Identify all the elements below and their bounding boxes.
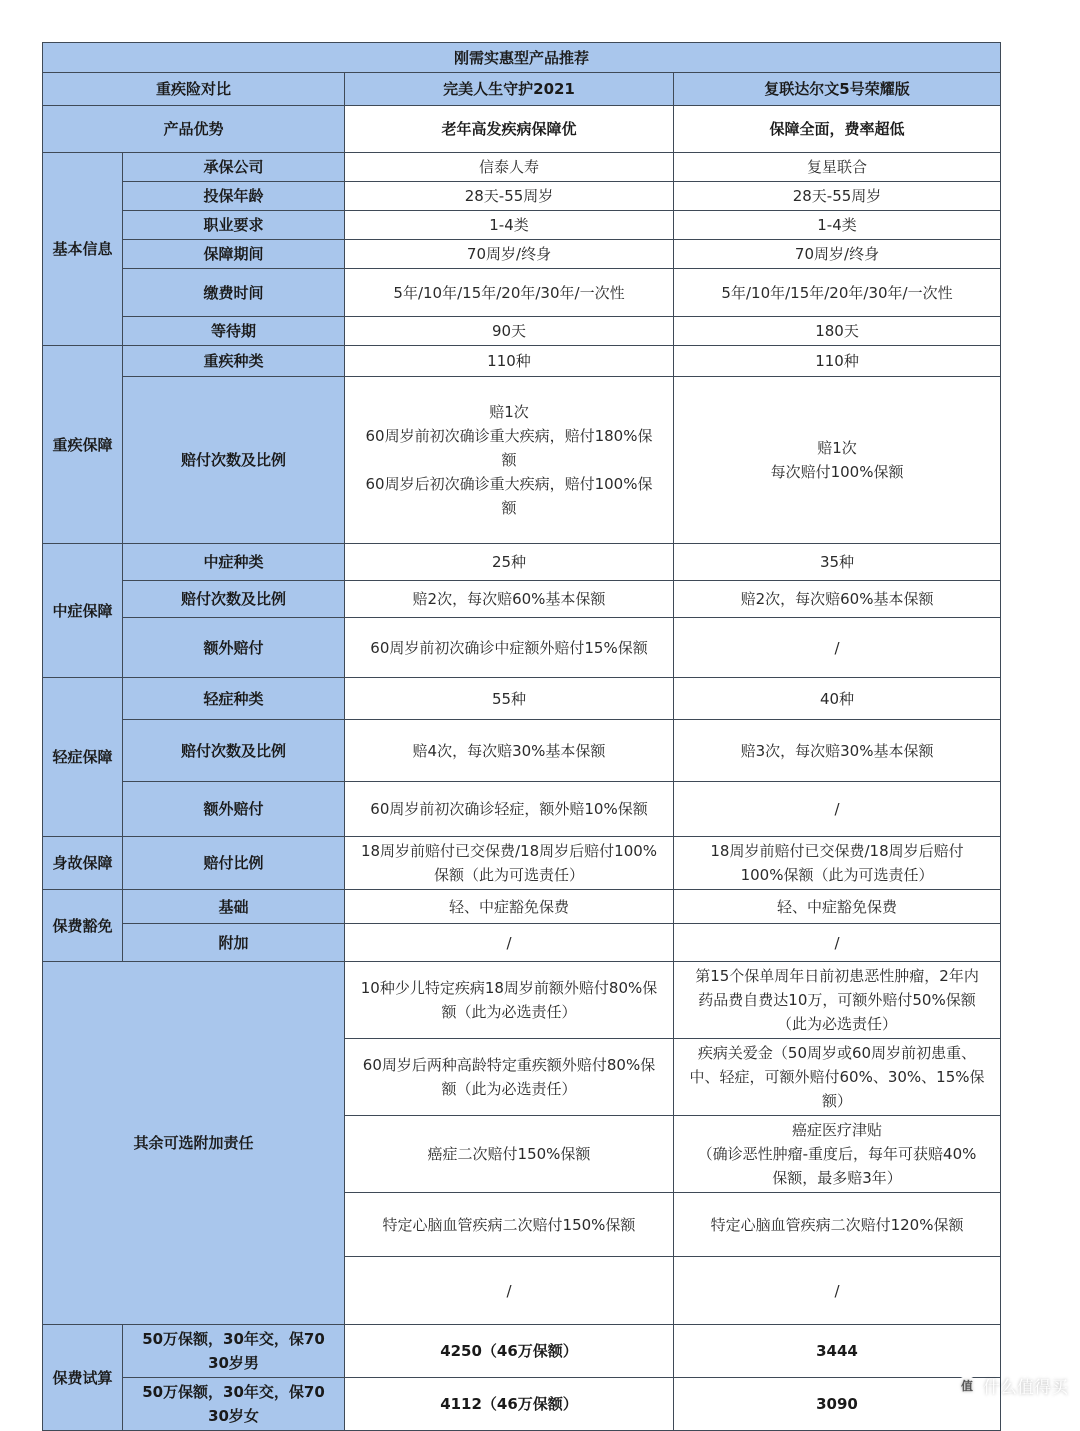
cell-a: 5年/10年/15年/20年/30年/一次性: [345, 269, 674, 317]
cell-b: 40种: [674, 678, 1001, 720]
cell-a: 28天-55周岁: [345, 182, 674, 211]
cell-b: /: [674, 924, 1001, 962]
row-label: [123, 1378, 345, 1431]
cell-b: 赔3次，每次赔30%基本保额: [674, 720, 1001, 782]
group-death: 身故保障: [43, 837, 123, 890]
comparison-table: [42, 42, 1001, 1431]
watermark-logo-icon: 值: [957, 1376, 977, 1396]
line: 18周岁前赔付已交保费/18周岁后赔付: [710, 842, 964, 860]
cell-b: 3444: [674, 1325, 1001, 1378]
cell-a: [345, 837, 674, 890]
row-label: 赔付次数及比例: [123, 720, 345, 782]
row-label: 轻症种类: [123, 678, 345, 720]
group-medium: 中症保障: [43, 544, 123, 678]
line: 100%保额（此为可选责任）: [740, 866, 934, 884]
header-label: 重疾险对比: [43, 73, 345, 106]
cell-a: 轻、中症豁免保费: [345, 890, 674, 924]
cell-a: [345, 377, 674, 544]
line: 药品费自费达10万，可额外赔付50%保额: [698, 991, 976, 1009]
line: /: [834, 1281, 840, 1300]
row-label: 额外赔付: [123, 618, 345, 678]
line: 60周岁前初次确诊重大疾病，赔付180%保: [365, 427, 653, 445]
row-label: [123, 1325, 345, 1378]
line: 第15个保单周年日前初患恶性肿瘤，2年内: [695, 967, 979, 985]
line: 赔1次: [489, 403, 529, 421]
group-optional: 其余可选附加责任: [43, 962, 345, 1325]
group-mild: 轻症保障: [43, 678, 123, 837]
cell-b: 5年/10年/15年/20年/30年/一次性: [674, 269, 1001, 317]
cell-b: 赔2次，每次赔60%基本保额: [674, 581, 1001, 618]
cell-b: /: [674, 782, 1001, 837]
cell-a: /: [345, 924, 674, 962]
cell-a: 信泰人寿: [345, 153, 674, 182]
line: 赔1次: [817, 439, 857, 457]
cell-b: 28天-55周岁: [674, 182, 1001, 211]
cell-b: 180天: [674, 317, 1001, 346]
cell-a: 赔2次，每次赔60%基本保额: [345, 581, 674, 618]
line: （此为必选责任）: [777, 1015, 898, 1033]
line: 18周岁前赔付已交保费/18周岁后赔付100%: [360, 842, 658, 860]
group-waiver: 保费豁免: [43, 890, 123, 962]
cell-b: 轻、中症豁免保费: [674, 890, 1001, 924]
watermark: [957, 1373, 1068, 1398]
advantage-a: 老年高发疾病保障优: [345, 106, 674, 153]
line: 保额（此为可选责任）: [433, 866, 584, 884]
line: 中、轻症，可额外赔付60%、30%、15%保: [689, 1068, 985, 1086]
line: /: [506, 1281, 512, 1300]
cell-a: 90天: [345, 317, 674, 346]
line: 30岁女: [208, 1407, 259, 1425]
header-product-b: 复联达尔文5号荣耀版: [674, 73, 1001, 106]
row-label: 中症种类: [123, 544, 345, 581]
cell-a: 25种: [345, 544, 674, 581]
cell-b: [674, 837, 1001, 890]
cell-a: [345, 1116, 674, 1193]
line: 额: [501, 451, 517, 469]
row-label: 附加: [123, 924, 345, 962]
line: 疾病关爱金（50周岁或60周岁前初患重、: [697, 1044, 977, 1062]
group-basic: 基本信息: [43, 153, 123, 346]
line: 癌症医疗津贴: [792, 1121, 883, 1139]
cell-a: 60周岁前初次确诊中症额外赔付15%保额: [345, 618, 674, 678]
cell-b: [674, 1039, 1001, 1116]
advantage-label: 产品优势: [43, 106, 345, 153]
cell-b: [674, 377, 1001, 544]
line: 特定心脑血管疾病二次赔付150%保额: [382, 1215, 636, 1234]
line: 癌症二次赔付150%保额: [427, 1145, 591, 1163]
row-label: 保障期间: [123, 240, 345, 269]
row-label: 重疾种类: [123, 346, 345, 377]
header-product-a: 完美人生守护2021: [345, 73, 674, 106]
line: 特定心脑血管疾病二次赔付120%保额: [710, 1215, 964, 1234]
row-label: 职业要求: [123, 211, 345, 240]
row-label: 赔付次数及比例: [123, 377, 345, 544]
cell-a: 赔4次，每次赔30%基本保额: [345, 720, 674, 782]
cell-a: 70周岁/终身: [345, 240, 674, 269]
line: 额）: [822, 1092, 853, 1110]
row-label: 承保公司: [123, 153, 345, 182]
row-label: 额外赔付: [123, 782, 345, 837]
cell-b: [674, 1193, 1001, 1257]
line: 额（此为必选责任）: [441, 1003, 577, 1021]
cell-a: [345, 1193, 674, 1257]
group-critical: 重疾保障: [43, 346, 123, 544]
cell-b: 1-4类: [674, 211, 1001, 240]
cell-b: 复星联合: [674, 153, 1001, 182]
cell-b: 3090: [674, 1378, 1001, 1431]
line: 额（此为必选责任）: [441, 1080, 577, 1098]
line: 额: [501, 499, 517, 517]
table-title: 刚需实惠型产品推荐: [43, 43, 1001, 73]
cell-a: 4250（46万保额）: [345, 1325, 674, 1378]
row-label: 投保年龄: [123, 182, 345, 211]
line: 30岁男: [208, 1354, 259, 1372]
group-premium: 保费试算: [43, 1325, 123, 1431]
cell-b: [674, 962, 1001, 1039]
cell-b: [674, 1257, 1001, 1325]
cell-b: /: [674, 618, 1001, 678]
cell-a: 110种: [345, 346, 674, 377]
row-label: 基础: [123, 890, 345, 924]
row-label: 缴费时间: [123, 269, 345, 317]
cell-a: [345, 1257, 674, 1325]
advantage-b: 保障全面，费率超低: [674, 106, 1001, 153]
cell-a: 4112（46万保额）: [345, 1378, 674, 1431]
row-label: 赔付比例: [123, 837, 345, 890]
line: 50万保额，30年交，保70: [142, 1383, 325, 1401]
cell-a: [345, 1039, 674, 1116]
line: 保额，最多赔3年）: [772, 1169, 902, 1187]
line: 60周岁后初次确诊重大疾病，赔付100%保: [365, 475, 653, 493]
line: （确诊恶性肿瘤-重度后，每年可获赔40%: [697, 1145, 977, 1163]
row-label: 等待期: [123, 317, 345, 346]
line: 50万保额，30年交，保70: [142, 1330, 325, 1348]
cell-b: 70周岁/终身: [674, 240, 1001, 269]
cell-a: 60周岁前初次确诊轻症，额外赔10%保额: [345, 782, 674, 837]
cell-b: 35种: [674, 544, 1001, 581]
line: 每次赔付100%保额: [770, 463, 904, 481]
watermark-text: 什么值得买: [983, 1378, 1068, 1398]
cell-a: 55种: [345, 678, 674, 720]
cell-b: [674, 1116, 1001, 1193]
cell-b: 110种: [674, 346, 1001, 377]
cell-a: [345, 962, 674, 1039]
cell-a: 1-4类: [345, 211, 674, 240]
line: 60周岁后两种高龄特定重疾额外赔付80%保: [362, 1056, 656, 1074]
row-label: 赔付次数及比例: [123, 581, 345, 618]
line: 10种少儿特定疾病18周岁前额外赔付80%保: [360, 979, 658, 997]
